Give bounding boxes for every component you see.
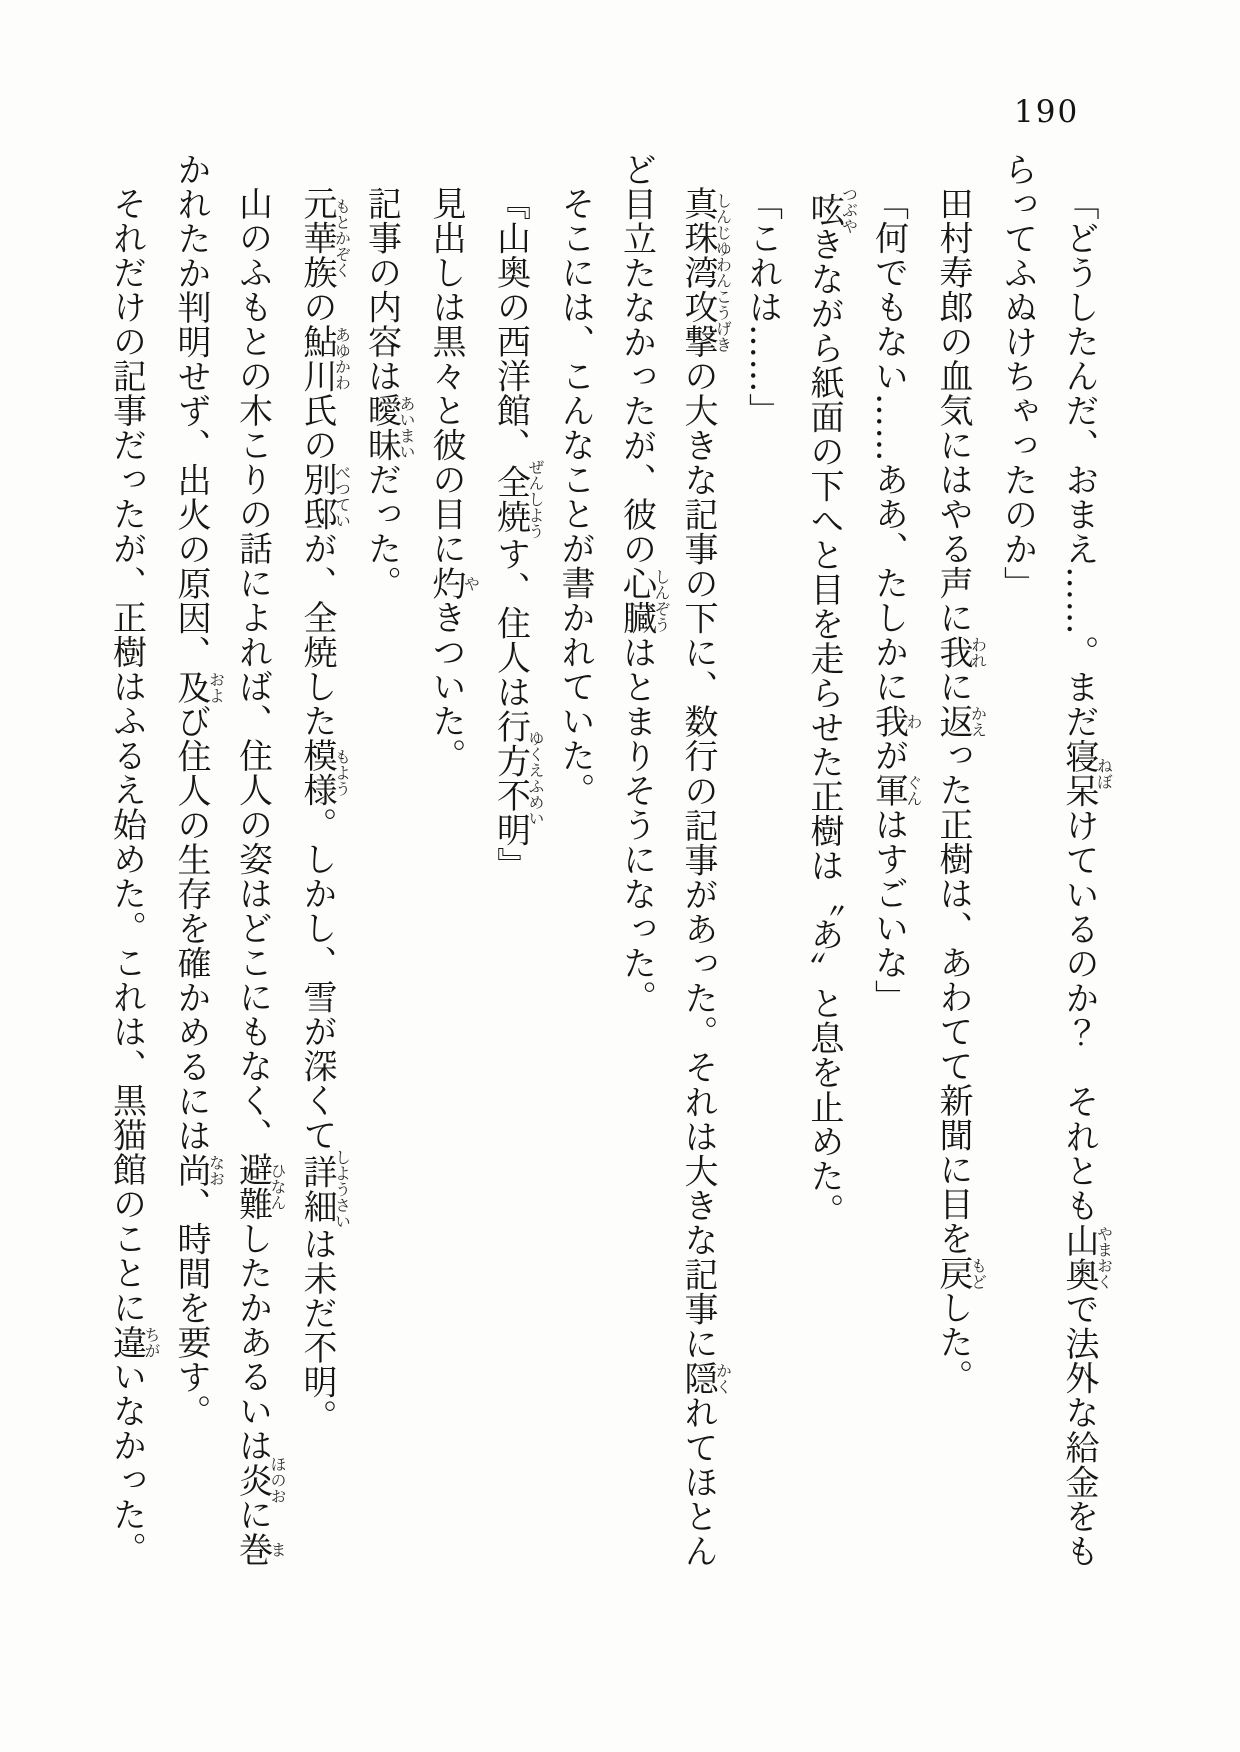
furigana: もよう — [332, 738, 352, 807]
ruby-annotated-word: 詳細しようさい — [297, 1149, 352, 1230]
paragraph-7: そこには、こんなことが書かれていた。 — [555, 186, 595, 807]
furigana: もとかぞく — [332, 186, 352, 290]
ruby-annotated-word: 真珠湾攻撃しんじゆわんこうげき — [678, 186, 733, 359]
furigana: およ — [206, 669, 226, 704]
furigana: ま — [268, 1531, 287, 1566]
ruby-annotated-word: 尚なお — [171, 1152, 226, 1187]
furigana: わ — [904, 703, 923, 738]
ruby-annotated-word: 灼や — [426, 565, 481, 600]
paragraph-13: それだけの記事だったが、正樹はふるえ始めた。これは、黒猫館のことに違ちがいなかった。 — [106, 186, 161, 1566]
ruby-annotated-word: 全焼ぜんしよう — [490, 459, 545, 540]
paragraph-12: 山のふもとの木こりの話によれば、住人の姿はどこにもなく、避難ひなんしたかあるいは炎ほのおに巻まかれたか判明せず、出火の原因、及および住人の生存を確かめるには尚なお、時間を要す。 — [171, 152, 287, 1566]
ruby-annotated-word: 鮎川あゆかわ — [297, 324, 352, 393]
furigana: つぶや — [839, 186, 859, 234]
furigana: しようさい — [332, 1149, 352, 1230]
furigana: やまおく — [1094, 1222, 1114, 1292]
furigana: ちが — [142, 1324, 161, 1359]
ruby-annotated-word: 巻ま — [232, 1531, 287, 1566]
ruby-annotated-word: 曖昧あいまい — [361, 393, 416, 462]
ruby-annotated-word: 山奥やまおく — [1059, 1222, 1114, 1292]
paragraph-6: 真珠湾攻撃しんじゆわんこうげきの大きな記事の下に、数行の記事があった。それは大きな記事に隠かくれてほとんど目立たなかったが、彼の心臓しんぞうはとまりそうになった。 — [616, 152, 733, 1569]
furigana: ねぼ — [1094, 738, 1114, 808]
furigana: ゆくえふめい — [526, 709, 545, 847]
furigana: もど — [968, 1255, 988, 1290]
ruby-annotated-word: 返かえ — [933, 703, 988, 738]
ruby-annotated-word: 心臓しんぞう — [616, 566, 671, 635]
paragraph-3: 「何でもない……ああ、たしかに我わが軍ぐんはすごいな」 — [868, 186, 923, 1014]
paragraph-9: 見出しは黒々と彼の目に灼やきついた。 — [426, 186, 481, 773]
text-block — [95, 152, 1112, 1568]
paragraph-8: 『山奥の西洋館、全焼ぜんしようす、住人は行方不明ゆくえふめい』 — [490, 186, 545, 882]
furigana: なお — [206, 1152, 226, 1187]
furigana: われ — [968, 634, 988, 669]
furigana: あいまい — [397, 393, 416, 462]
ruby-annotated-word: 避難ひなん — [232, 1152, 287, 1221]
furigana: しんじゆわんこうげき — [713, 186, 733, 359]
ruby-annotated-word: 我わ — [868, 703, 923, 738]
furigana: あゆかわ — [332, 324, 352, 393]
page-number: 190 — [1014, 94, 1080, 130]
paragraph-11: 元華族もとかぞくの鮎川あゆかわ氏の別邸べつていが、全焼した模様もよう。しかし、雪が深くて詳細しようさいは未だ不明。 — [297, 186, 352, 1434]
ruby-annotated-word: 軍ぐん — [868, 772, 923, 807]
paragraph-1: 「どうしたんだ、おまえ……。まだ寝呆ねぼけているのか？ それとも山奥やまおくで法外な給金をもらってふぬけちゃったのか」 — [997, 152, 1114, 1569]
furigana: かえ — [968, 703, 988, 738]
ruby-annotated-word: 模様もよう — [297, 738, 352, 807]
ruby-annotated-word: 別邸べつてい — [297, 462, 352, 531]
paragraph-10: 記事の内容は曖昧あいまいだった。 — [361, 186, 416, 600]
paragraph-4: 呟つぶやきながら紙面の下へと目を走らせた正樹は〝あ〞と息を止めた。 — [804, 186, 859, 1228]
furigana: ほのお — [268, 1455, 287, 1504]
furigana: ぐん — [904, 772, 923, 807]
ruby-annotated-word: 我われ — [933, 634, 988, 669]
ruby-annotated-word: 戻もど — [933, 1255, 988, 1290]
ruby-annotated-word: 呟つぶや — [804, 186, 859, 234]
ruby-annotated-word: 及およ — [171, 669, 226, 704]
paragraph-2: 田村寿郎の血気にはやる声に我われに返かえった正樹は、あわてて新聞に目を戻もどした。 — [933, 186, 988, 1394]
furigana: しんぞう — [652, 566, 671, 635]
ruby-annotated-word: 違ちが — [106, 1324, 161, 1359]
furigana: や — [461, 565, 481, 600]
furigana: ひなん — [268, 1152, 287, 1221]
ruby-annotated-word: 隠かく — [678, 1360, 733, 1396]
ruby-annotated-word: 炎ほのお — [232, 1455, 287, 1504]
furigana: ぜんしよう — [526, 459, 545, 540]
ruby-annotated-word: 寝呆ねぼ — [1059, 738, 1114, 808]
furigana: べつてい — [332, 462, 352, 531]
ruby-annotated-word: 行方不明ゆくえふめい — [490, 709, 545, 847]
paragraph-5: 「これは……」 — [742, 186, 783, 428]
furigana: かく — [713, 1360, 733, 1396]
ruby-annotated-word: 元華族もとかぞく — [297, 186, 352, 290]
